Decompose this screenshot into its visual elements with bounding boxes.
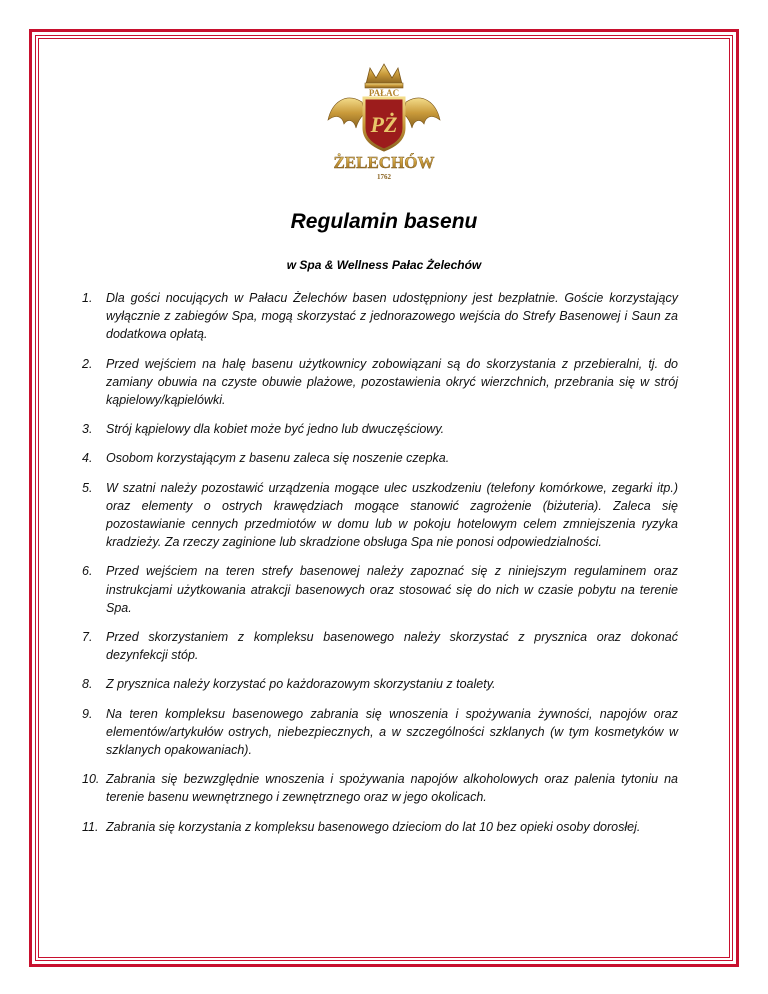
rule-item — [82, 628, 678, 664]
rule-text: Zabrania się bezwzględnie wnoszenia i spożywania napojów alkoholowych oraz palenia tytoniu na terenie basenu wewnętrznego i zewnętrznego oraz w jego okolicach. — [106, 772, 678, 805]
rule-text: Osobom korzystającym z basenu zaleca się noszenie czepka. — [106, 451, 450, 466]
rule-number: 7. — [82, 630, 93, 645]
rule-item — [82, 818, 678, 836]
rule-text: Dla gości nocujących w Pałacu Żelechów basen udostępniony jest bezpłatnie. Goście korzystający wyłącznie z zabiegów Spa, mogą skorzystać z jednorazowego wejścia do Strefy Basenowej i Saun za dodatkowa opłatą. — [106, 291, 678, 342]
rule-item — [82, 675, 678, 693]
logo-monogram: PŻ — [370, 112, 398, 137]
rule-number: 1. — [82, 291, 93, 305]
palace-logo — [318, 62, 450, 182]
rule-number: 6. — [82, 564, 93, 579]
rule-text: Przed wejściem na halę basenu użytkownicy zobowiązani są do skorzystania z przebieralni, tj. do zamiany obuwia na czyste obuwie plażowe, pozostawienia okryć wierzchnich, przebrania się w strój kąpielowy/kąpielówki. — [106, 356, 678, 408]
rule-number: 10. — [82, 772, 100, 787]
rule-text: Zabrania się korzystania z kompleksu basenowego dzieciom do lat 10 bez opieki osoby dorosłej. — [106, 819, 641, 834]
rule-text: W szatni należy pozostawić urządzenia mogące ulec uszkodzeniu (telefony komórkowe, zegarki itp.) oraz elementy o ostrych krawędziach mogące stanowić zagrożenie (biżuteria). Zaleca się pozostawianie cennych przedmiotów w domu lub w pokoju hotelowym celem zmniejszenia ryzyka kradzieży. Za rzeczy zaginione lub skradzione obsługa Spa nie ponosi odpowiedzialności. — [106, 480, 678, 550]
left-griffin-icon — [328, 98, 364, 128]
rule-number: 8. — [82, 677, 93, 692]
rule-number: 4. — [82, 451, 93, 466]
rule-number: 5. — [82, 480, 93, 495]
document-subtitle: w Spa & Wellness Pałac Żelechów — [286, 258, 482, 272]
rule-text: Przed skorzystaniem z kompleksu basenowego należy skorzystać z prysznica oraz dokonać dezynfekcji stóp. — [106, 630, 678, 663]
rule-text: Strój kąpielowy dla kobiet może być jedno lub dwuczęściowy. — [106, 422, 445, 437]
rule-number: 11. — [82, 819, 99, 834]
rule-item — [82, 355, 678, 410]
logo-name: ŻELECHÓW — [333, 153, 435, 172]
rule-item — [82, 420, 678, 438]
rule-number: 2. — [82, 356, 93, 371]
rule-number: 3. — [82, 422, 93, 437]
document-title: Regulamin basenu — [290, 210, 478, 233]
rule-text: Na teren kompleksu basenowego zabrania się wnoszenia i spożywania żywności, napojów oraz elementów/artykułów ostrych, niebezpiecznych, a w szczególności szklanych (w tym kosmetyków w szklanych opakowaniach). — [106, 706, 678, 758]
logo-top-text: PAŁAC — [368, 88, 400, 98]
rule-text: Przed wejściem na teren strefy basenowej należy zapoznać się z niniejszym regulaminem oraz instrukcjami użytkowania atrakcji basenowych oraz stosować się do nich w czasie pobytu na terenie Spa. — [106, 564, 678, 615]
rule-item — [82, 562, 678, 617]
rule-item — [82, 479, 678, 552]
right-griffin-icon — [404, 98, 440, 128]
logo-year: 1762 — [377, 173, 391, 181]
rules-list — [82, 289, 678, 847]
rule-item — [82, 449, 678, 467]
crown-icon — [366, 64, 402, 84]
rule-item — [82, 770, 678, 806]
rule-number: 9. — [82, 706, 93, 721]
rule-item — [82, 705, 678, 760]
rule-item — [82, 289, 678, 344]
rule-text: Z prysznica należy korzystać po każdorazowym skorzystaniu z toalety. — [106, 677, 496, 692]
